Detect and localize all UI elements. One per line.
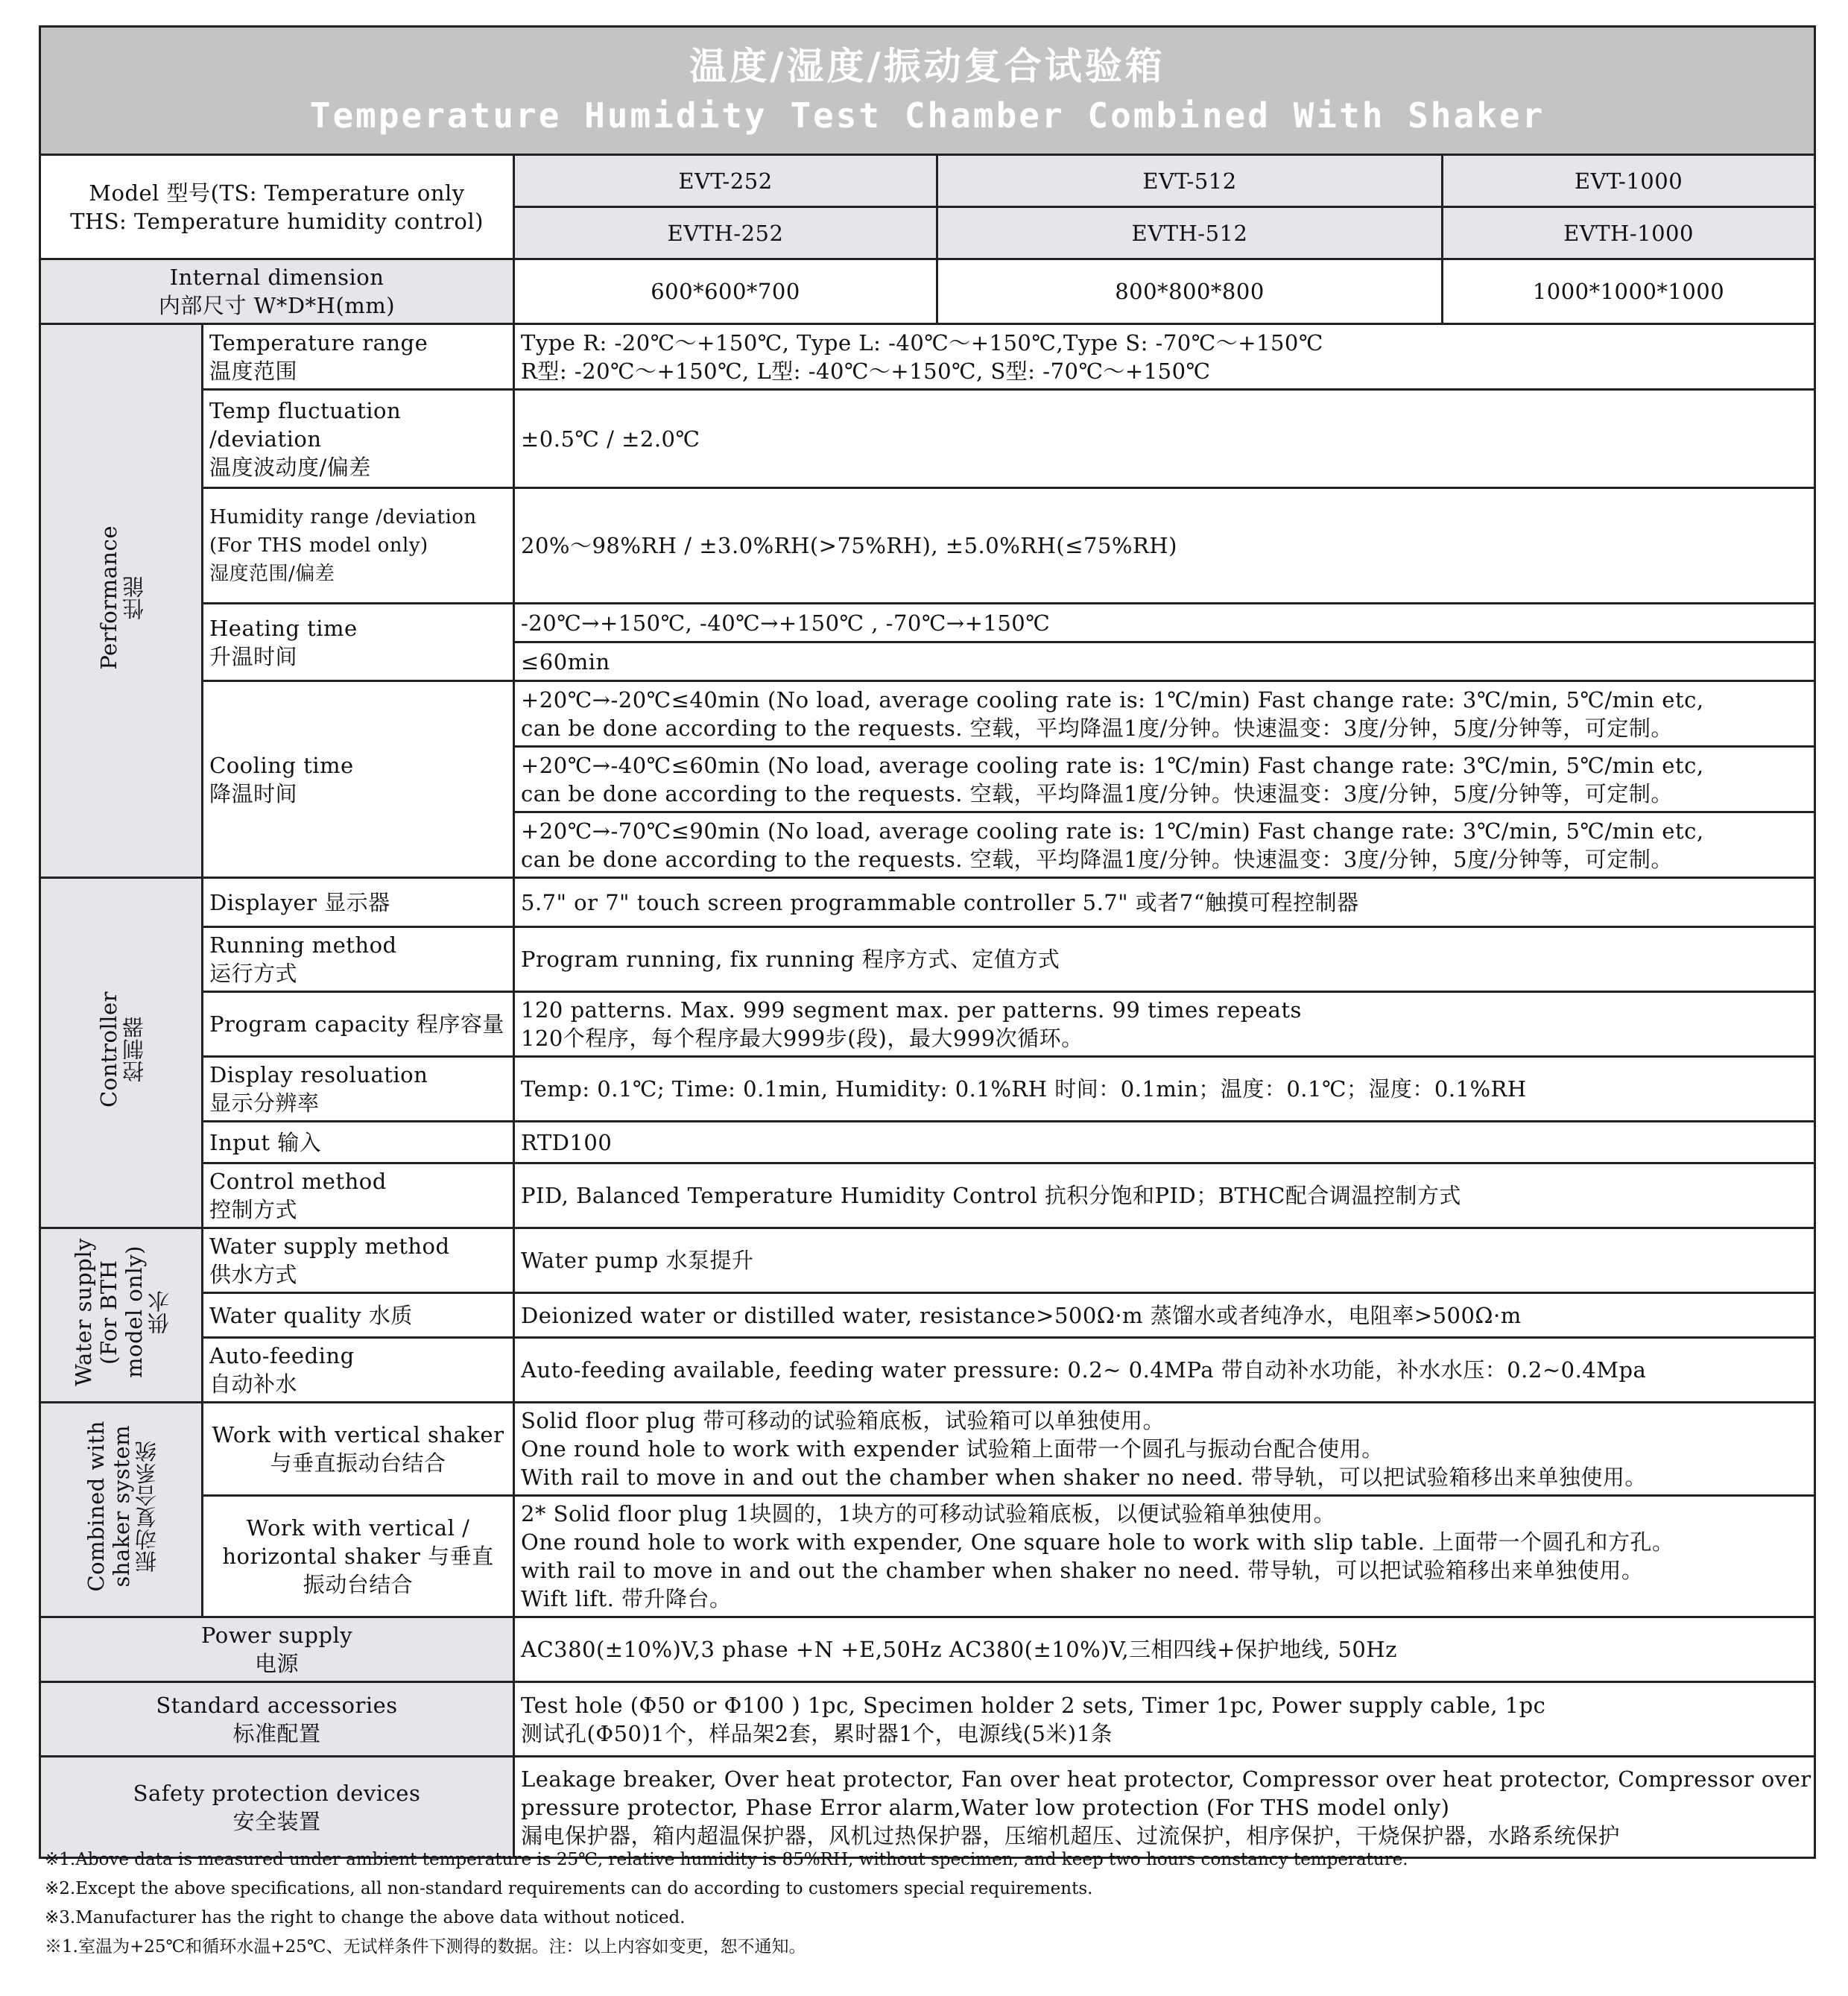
cooling-value-2: +20℃→-40℃≤60min (No load, average cooling rate is: 1℃/min) Fast change rate: 3℃/min, 5℃/min etc, can be done according to the requests. 空载，平均降温1度/分钟。快速温变：3度/分钟，5度/分钟等，可定制。: [514, 747, 1815, 812]
model-ts-2: EVT-512: [937, 155, 1443, 207]
water-method-label: Water supply method 供水方式: [203, 1228, 514, 1293]
displayer-value: 5.7" or 7" touch screen programmable controller 5.7" 或者7“触摸可程控制器: [514, 878, 1815, 927]
spec-sheet: [39, 25, 1814, 1859]
horizontal-shaker-value: 2* Solid floor plug 1块圆的，1块方的可移动试验箱底板，以便试验箱单独使用。 One round hole to work with expender, One square hole to work with slip table. 上面带一个圆孔和方孔。 with rail to move in and out the chamber when shaker no need. 带导轨，可以把试验箱移出来单独使用。 Wift lift. 带升降台。: [514, 1496, 1815, 1617]
footnote: ※1.Above data is measured under ambient temperature is 25℃, relative humidity is 85%RH, without specimen, and keep two hours constancy temperature.: [45, 1850, 1408, 1869]
running-label: Running method 运行方式: [203, 927, 514, 992]
footnotes: [45, 1845, 1803, 1962]
humidity-value: 20%～98%RH / ±3.0%RH(>75%RH), ±5.0%RH(≤75%RH): [514, 488, 1815, 604]
input-label: Input 输入: [203, 1122, 514, 1163]
spec-table: [39, 25, 1816, 1859]
temp-range-value: Type R: -20℃～+150℃, Type L: -40℃～+150℃,Type S: -70℃～+150℃ R型: -20℃～+150℃, L型: -40℃～+150℃, S型: -70℃～+150℃: [514, 324, 1815, 390]
cooling-value-1: +20℃→-20℃≤40min (No load, average cooling rate is: 1℃/min) Fast change rate: 3℃/min, 5℃/min etc, can be done according to the requests. 空载，平均降温1度/分钟。快速温变：3度/分钟，5度/分钟等，可定制。: [514, 681, 1815, 747]
accessories-value: Test hole (Φ50 or Φ100 ) 1pc, Specimen holder 2 sets, Timer 1pc, Power supply cable, 1pc 测试孔(Φ50)1个，样品架2套，累时器1个，电源线(5米)1条: [514, 1682, 1815, 1757]
fluctuation-value: ±0.5℃ / ±2.0℃: [514, 390, 1815, 488]
accessories-label: Standard accessories 标准配置: [40, 1682, 514, 1757]
performance-group-label: Performance 性能: [40, 324, 203, 878]
water-group-label: Water supply (For BTH model only) 供水: [40, 1228, 203, 1403]
title-banner: [40, 27, 1815, 155]
vertical-shaker-value: Solid floor plug 带可移动的试验箱底板，试验箱可以单独使用。 One round hole to work with expender 试验箱上面带一个圆孔与振动台配合使用。 With rail to move in and out the chamber when shaker no need. 带导轨，可以把试验箱移出来单独使用。: [514, 1403, 1815, 1496]
fluctuation-label: Temp fluctuation /deviation 温度波动度/偏差: [203, 390, 514, 488]
model-ths-2: EVTH-512: [937, 207, 1443, 259]
power-supply-value: AC380(±10%)V,3 phase +N +E,50Hz AC380(±10%)V,三相四线+保护地线, 50Hz: [514, 1617, 1815, 1682]
displayer-label: Displayer 显示器: [203, 878, 514, 927]
control-method-value: PID, Balanced Temperature Humidity Control 抗积分饱和PID；BTHC配合调温控制方式: [514, 1163, 1815, 1228]
water-quality-value: Deionized water or distilled water, resistance>500Ω·m 蒸馏水或者纯净水，电阻率>500Ω·m: [514, 1293, 1815, 1338]
water-quality-label: Water quality 水质: [203, 1293, 514, 1338]
running-value: Program running, fix running 程序方式、定值方式: [514, 927, 1815, 992]
dimension-value-3: 1000*1000*1000: [1443, 259, 1815, 324]
heating-value-2: ≤60min: [514, 642, 1815, 681]
safety-value: Leakage breaker, Over heat protector, Fan over heat protector, Compressor over heat protector, Compressor over pressure protector, Phase Error alarm,Water low protection (For THS model only) 漏电保护器，箱内超温保护器，风机过热保护器，压缩机超压、过流保护，相序保护，干烧保护器，水路系统保护: [514, 1757, 1815, 1858]
model-label: Model 型号(TS: Temperature only THS: Temperature humidity control): [40, 155, 514, 259]
dimension-label: Internal dimension 内部尺寸 W*D*H(mm): [40, 259, 514, 324]
cooling-value-3: +20℃→-70℃≤90min (No load, average cooling rate is: 1℃/min) Fast change rate: 3℃/min, 5℃/min etc, can be done according to the requests. 空载，平均降温1度/分钟。快速温变：3度/分钟，5度/分钟等，可定制。: [514, 812, 1815, 878]
title-english: Temperature Humidity Test Chamber Combined With Shaker: [309, 95, 1545, 136]
controller-group-label: Controller 控制器: [40, 878, 203, 1228]
capacity-label: Program capacity 程序容量: [203, 992, 514, 1057]
vertical-shaker-label: Work with vertical shaker 与垂直振动台结合: [203, 1403, 514, 1496]
horizontal-shaker-label: Work with vertical / horizontal shaker 与垂直 振动台结合: [203, 1496, 514, 1617]
dimension-value-2: 800*800*800: [937, 259, 1443, 324]
safety-label: Safety protection devices 安全装置: [40, 1757, 514, 1858]
shaker-group-label: Combined with shaker system 振动复合系统: [40, 1403, 203, 1617]
capacity-value: 120 patterns. Max. 999 segment max. per patterns. 99 times repeats 120个程序，每个程序最大999步(段)，最大999次循环。: [514, 992, 1815, 1057]
dimension-value-1: 600*600*700: [514, 259, 937, 324]
water-method-value: Water pump 水泵提升: [514, 1228, 1815, 1293]
model-ths-3: EVTH-1000: [1443, 207, 1815, 259]
footnote: ※3.Manufacturer has the right to change the above data without noticed.: [45, 1908, 686, 1927]
control-method-label: Control method 控制方式: [203, 1163, 514, 1228]
model-ts-1: EVT-252: [514, 155, 937, 207]
resolution-label: Display resoluation 显示分辨率: [203, 1057, 514, 1122]
temp-range-label: Temperature range 温度范围: [203, 324, 514, 390]
auto-feeding-value: Auto-feeding available, feeding water pressure: 0.2~ 0.4MPa 带自动补水功能，补水水压：0.2~0.4Mpa: [514, 1338, 1815, 1403]
heating-label: Heating time 升温时间: [203, 604, 514, 681]
footnote: ※2.Except the above specifications, all non-standard requirements can do according to customers special requirements.: [45, 1879, 1093, 1898]
auto-feeding-label: Auto-feeding 自动补水: [203, 1338, 514, 1403]
input-value: RTD100: [514, 1122, 1815, 1163]
resolution-value: Temp: 0.1℃; Time: 0.1min, Humidity: 0.1%RH 时间：0.1min；温度：0.1℃；湿度：0.1%RH: [514, 1057, 1815, 1122]
heating-value-1: -20℃→+150℃, -40℃→+150℃ , -70℃→+150℃: [514, 604, 1815, 642]
title-chinese: 温度/湿度/振动复合试验箱: [689, 44, 1165, 88]
footnote: ※1.室温为+25℃和循环水温+25℃、无试样条件下测得的数据。注：以上内容如变更，恕不通知。: [45, 1937, 806, 1956]
cooling-label: Cooling time 降温时间: [203, 681, 514, 878]
humidity-label: Humidity range /deviation (For THS model only) 湿度范围/偏差: [203, 488, 514, 604]
power-supply-label: Power supply 电源: [40, 1617, 514, 1682]
model-ths-1: EVTH-252: [514, 207, 937, 259]
model-ts-3: EVT-1000: [1443, 155, 1815, 207]
